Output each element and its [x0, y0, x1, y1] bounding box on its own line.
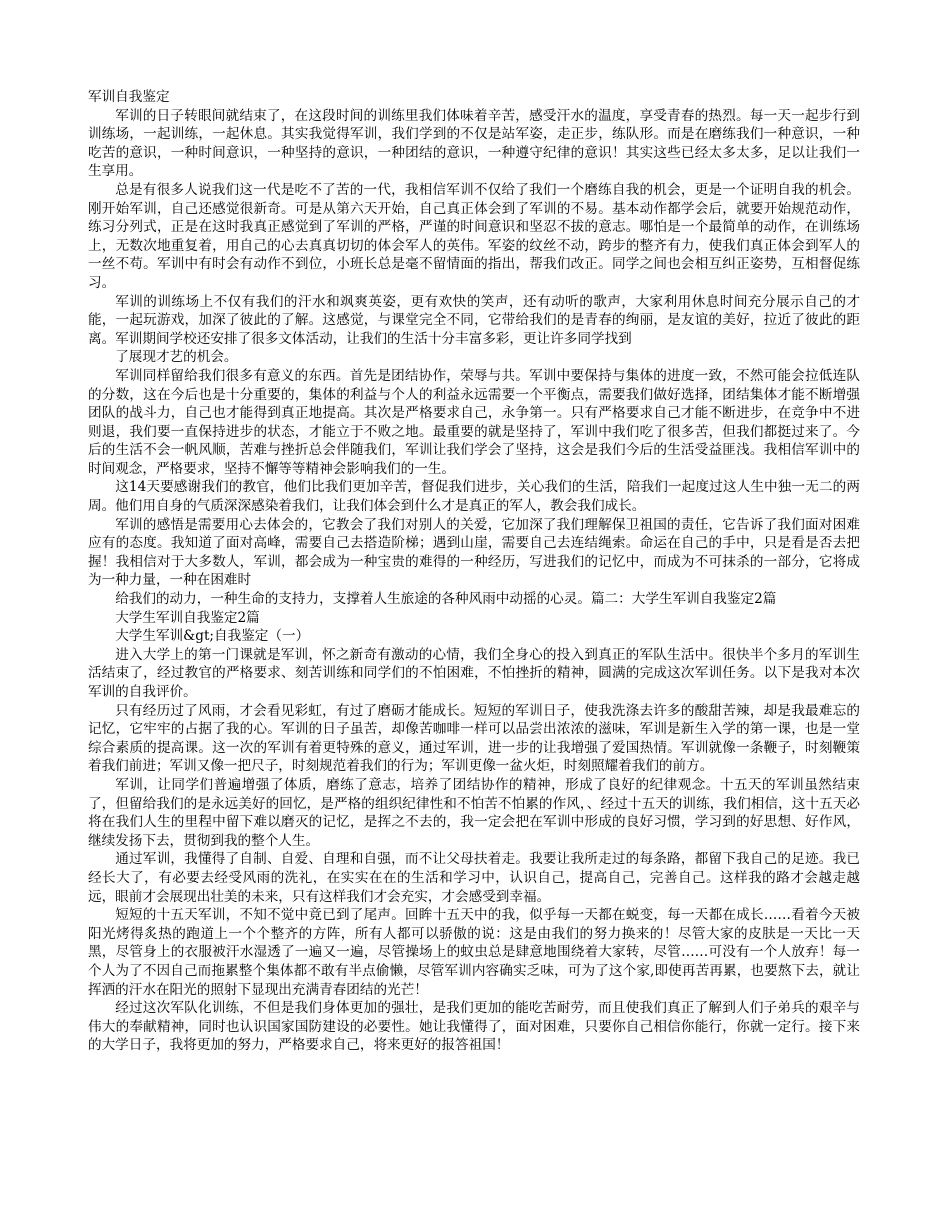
paragraph: 只有经历过了风雨，才会看见彩虹，有过了磨砺才能成长。短短的军训日子，使我洗涤去许多的酸甜苦辣，却是我最难忘的记忆，它牢牢的占据了我的心。军训的日子虽苦，却像苦咖啡一样可以品尝出浓浓的滋味，军训是新生入学的第一课，也是一堂综合素质的提高课。这一次的军训有着更特殊的意义，通过军训，进一步的让我增强了爱国热情。军训就像一条鞭子，时刻鞭策着我们前进；军训又像一把尺子，时刻规范着我们的行为；军训更像一盆火炬，时刻照耀着我们的前方。 [88, 702, 860, 775]
paragraph: 经过这次军队化训练，不但是我们身体更加的强壮，是我们更加的能吃苦耐劳，而且使我们真正了解到人们子弟兵的艰辛与伟大的奉献精神，同时也认识国家国防建设的必要性。她让我懂得了，面对困难，只要你自己相信你能行，你就一定行。接下来的大学日子，我将更加的努力，严格要求自己，将来更好的报答祖国！ [88, 1000, 860, 1054]
paragraph: 军训，让同学们普遍增强了体质，磨练了意志，培养了团结协作的精神，形成了良好的纪律观念。十五天的军训虽然结束了，但留给我们的是永远美好的回忆，是严格的组织纪律性和不怕苦不怕累的作风，、经过十五天的训练，我们相信，这十五天必将在我们人生的里程中留下难以磨灭的记忆，是挥之不去的，我一定会把在军训中形成的良好习惯，学习到的好思想、好作风，继续发扬下去，贯彻到我的整个人生。 [88, 776, 860, 849]
paragraph: 通过军训，我懂得了自制、自爱、自理和自强，而不让父母扶着走。我要让我所走过的每条路，都留下我自己的足迹。我已经长大了，有必要去经受风雨的洗礼，在实实在在的生活和学习中，认识自己，提高自己，完善自己。这样我的路才会越走越远，眼前才会展现出壮美的未来，只有这样我们才会充实，才会感受到幸福。 [88, 851, 860, 905]
paragraph: 军训的日子转眼间就结束了，在这段时间的训练里我们体味着辛苦，感受汗水的温度，享受青春的热烈。每一天一起步行到训练场，一起训练，一起休息。其实我觉得军训，我们学到的不仅是站军姿，走正步，练队形。而是在磨练我们一种意识，一种吃苦的意识，一种时间意识，一种坚持的意识，一种团结的意识，一种遵守纪律的意识！其实这些已经太多太多，足以让我们一生享用。 [88, 107, 860, 180]
document-page [88, 88, 860, 1055]
paragraph: 军训的训练场上不仅有我们的汗水和飒爽英姿，更有欢快的笑声，还有动听的歌声，大家利用休息时间充分展示自己的才能，一起玩游戏，加深了彼此的了解。这感觉，与课堂完全不同，它带给我们的是青春的绚丽，是友谊的美好，拉近了彼此的距离。军训期间学校还安排了很多文体活动，让我们的生活十分丰富多彩，更让许多同学找到 [88, 293, 860, 347]
paragraph: 给我们的动力，一种生命的支持力，支撑着人生旅途的各种风雨中动摇的心灵。篇二：大学生军训自我鉴定2篇 [115, 591, 777, 608]
section-subheading: 大学生军训&gt;自我鉴定（一） [115, 628, 310, 645]
paragraph: 了展现才艺的机会。 [115, 349, 238, 366]
paragraph: 军训同样留给我们很多有意义的东西。首先是团结协作，荣辱与共。军训中要保持与集体的进度一致，不然可能会拉低连队的分数，这在今后也是十分重要的，集体的利益与个人的利益永远需要一个平衡点，需要我们做好选择，团结集体才能不断增强团队的战斗力，自己也才能得到真正地提高。其次是严格要求自己，永争第一。只有严格要求自己才能不断进步，在竞争中不进则退，我们要一直保持进步的状态，才能立于不败之地。最重要的就是坚持了，军训中我们吃了很多苦，但我们都挺过来了。今后的生活不会一帆风顺，苦难与挫折总会伴随我们，军训让我们学会了坚持，这会是我们今后的生活受益匪浅。我相信军训中的时间观念，严格要求，坚持不懈等等精神会影响我们的一生。 [88, 367, 860, 477]
paragraph: 总是有很多人说我们这一代是吃不了苦的一代，我相信军训不仅给了我们一个磨练自我的机会，更是一个证明自我的机会。刚开始军训，自己还感觉很新奇。可是从第六天开始，自己真正体会到了军训的不易。基本动作都学会后，就要开始规范动作，练习分列式，正是在这时我真正感觉到了军训的严格，严谨的时间意识和坚忍不拔的意志。哪怕是一个最简单的动作，在训练场上，无数次地重复着，用自己的心去真真切切的体会军人的英伟。军姿的纹丝不动，跨步的整齐有力，使我们真正体会到军人的一丝不苟。军训中有时会有动作不到位，小班长总是毫不留情面的指出，帮我们改正。同学之间也会相互纠正姿势，互相督促练习。 [88, 181, 860, 291]
section-heading: 大学生军训自我鉴定2篇 [115, 609, 260, 626]
paragraph: 短短的十五天军训，不知不觉中竟已到了尾声。回眸十五天中的我，似乎每一天都在蜕变，每一天都在成长……看着今天被阳光烤得炙热的跑道上一个个整齐的方阵，所有人都可以骄傲的说：这是由我们的努力换来的！尽管大家的皮肤是一天比一天黑，尽管身上的衣服被汗水湿透了一遍又一遍，尽管操场上的蚊虫总是肆意地围绕着大家转，尽管……可没有一个人放弃！每一个人为了不因自己而拖累整个集体都不敢有半点偷懒，尽管军训内容确实乏味，可为了这个家,即使再苦再累，也要熬下去，就让挥洒的汗水在阳光的照射下显现出充满青春团结的光芒！ [88, 907, 860, 998]
paragraph: 这14天要感谢我们的教官，他们比我们更加辛苦，督促我们进步，关心我们的生活，陪我们一起度过这人生中独一无二的两周。他们用自身的气质深深感染着我们，让我们体会到什么才是真正的军人，教会我们成长。 [88, 479, 860, 515]
paragraph: 进入大学上的第一门课就是军训，怀之新奇有激动的心情，我们全身心的投入到真正的军队生活中。很快半个多月的军训生活结束了，经过教官的严格要求、刻苦训练和同学们的不怕困难，不怕挫折的精神，圆满的完成这次军训任务。以下是我对本次军训的自我评价。 [88, 646, 860, 700]
document-title: 军训自我鉴定 [88, 89, 170, 105]
paragraph: 军训的感悟是需要用心去体会的，它教会了我们对别人的关爱，它加深了我们理解保卫祖国的责任，它告诉了我们面对困难应有的态度。我知道了面对高峰，需要自己去搭造阶梯；遇到山崖，需要自己去连结绳索。命运在自己的手中，只是看是否去把握！我相信对于大多数人，军训，都会成为一种宝贵的难得的一种经历，写进我们的记忆中，而成为不可抹杀的一部分，它将成为一种力量，一种在困难时 [88, 516, 860, 589]
